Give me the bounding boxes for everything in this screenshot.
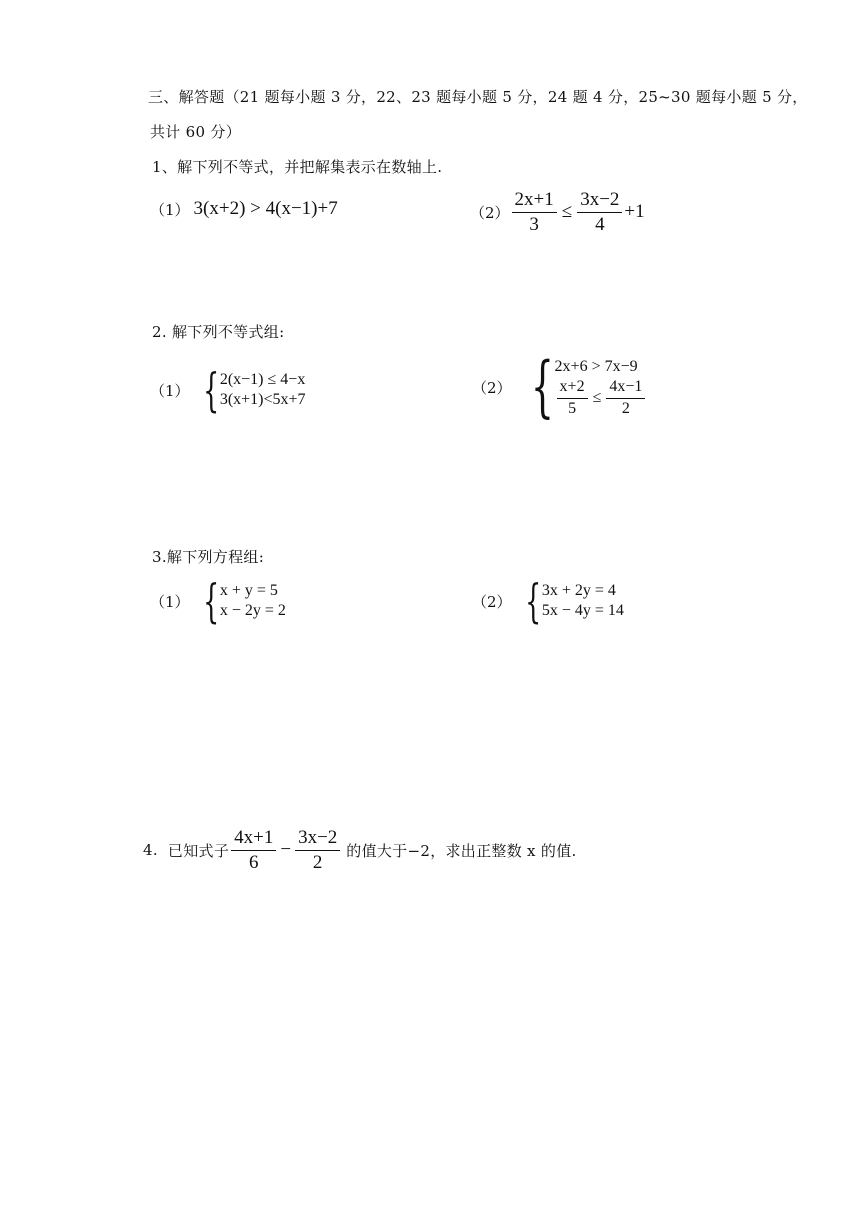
q4-numerator-right: 3x−2	[295, 828, 340, 851]
q2-part2-system	[512, 348, 648, 425]
left-brace-icon: {	[524, 574, 541, 628]
q1-part2-tail: +1	[624, 201, 645, 223]
q2-part2-line1: 2x+6 > 7x−9	[554, 357, 638, 375]
q2-part2-numerator-left: x+2	[557, 379, 588, 399]
q2-part1-label: （1）	[150, 381, 190, 400]
q1-part2-denominator-left: 3	[529, 213, 539, 235]
q2-title: 2. 解下列不等式组:	[152, 323, 285, 341]
q2-part2-operator: ≤	[592, 389, 602, 406]
q1-part2-fraction-right	[577, 190, 622, 235]
q3-title: 3.解下列方程组:	[152, 548, 265, 566]
q4-fraction-right	[295, 828, 340, 873]
q3-part2-line1: 3x + 2y = 4	[541, 582, 616, 599]
q1-part2-operator: ≤	[561, 201, 573, 223]
q2-part1	[150, 363, 306, 417]
q1-title: 1、解下列不等式，并把解集表示在数轴上.	[152, 158, 443, 176]
q4	[143, 828, 577, 873]
q1-part2-label: （2）	[470, 203, 510, 222]
q3-part2-label: （2）	[472, 592, 512, 611]
q1-part2-numerator-left: 2x+1	[512, 190, 557, 213]
section-header-line1: 三、解答题（21 题每小题 3 分，22、23 题每小题 5 分，24 题 4 分，25~30 题每小题 5 分，	[148, 88, 808, 106]
q3-part1-label: （1）	[150, 592, 190, 611]
q1-part1-expression: 3(x+2) > 4(x−1)+7	[193, 198, 338, 219]
q4-denominator-left: 6	[248, 851, 259, 873]
q1-part1	[150, 198, 338, 220]
q1-part2	[470, 190, 645, 235]
q1-part2-numerator-right: 3x−2	[577, 190, 622, 213]
q2-part2-fraction-right	[606, 379, 645, 418]
q3-part1	[150, 574, 286, 628]
q2-part2-fraction-left	[557, 379, 588, 418]
q4-number: 4.	[143, 841, 158, 860]
left-brace-icon: {	[202, 363, 219, 417]
left-brace-icon: {	[530, 348, 554, 425]
q2-part2-denominator-right: 2	[621, 399, 630, 417]
q3-part1-system	[190, 574, 286, 628]
q4-minus: −	[280, 839, 292, 861]
q4-fraction-left	[231, 828, 276, 873]
q1-part2-denominator-right: 4	[595, 213, 605, 235]
q2-part1-line1: 2(x−1) ≤ 4−x	[219, 371, 306, 388]
q2-part2-numerator-right: 4x−1	[606, 379, 645, 399]
q1-part1-label: （1）	[150, 200, 190, 219]
q1-part2-fraction-left	[512, 190, 557, 235]
q3-part1-line1: x + y = 5	[219, 582, 278, 599]
q2-part1-line2: 3(x+1)<5x+7	[219, 391, 306, 408]
q3-part2	[472, 574, 624, 628]
q2-part2	[472, 348, 647, 425]
q4-numerator-left: 4x+1	[231, 828, 276, 851]
q3-part2-system	[512, 574, 624, 628]
q3-part1-line2: x − 2y = 2	[219, 602, 286, 619]
left-brace-icon: {	[202, 574, 219, 628]
q2-part2-line2	[555, 379, 648, 418]
q4-prefix: 已知式子	[167, 841, 230, 860]
section-header-line2: 共计 60 分）	[150, 123, 242, 141]
q2-part2-denominator-left: 5	[568, 399, 577, 417]
q2-part1-system	[190, 363, 306, 417]
q3-part2-line2: 5x − 4y = 14	[541, 602, 624, 619]
q4-suffix: 的值大于−2，求出正整数 x 的值.	[346, 841, 577, 860]
q4-denominator-right: 2	[312, 851, 323, 873]
q2-part2-label: （2）	[472, 378, 512, 397]
